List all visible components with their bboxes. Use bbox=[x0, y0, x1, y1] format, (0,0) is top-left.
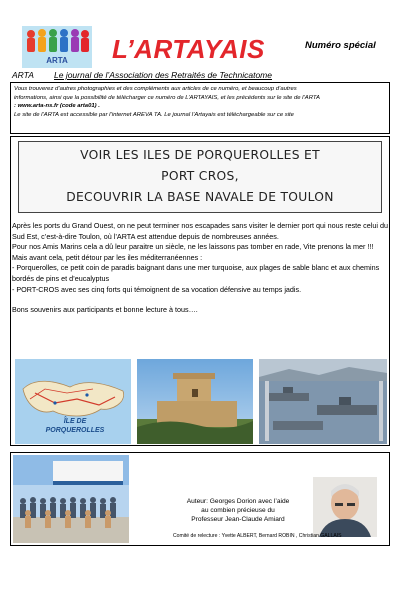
credit-line: Auteur: Georges Dorion avec l’aide bbox=[186, 498, 290, 505]
credit-line: Professeur Jean-Claude Amiard bbox=[191, 516, 285, 523]
svg-text:ARTA: ARTA bbox=[46, 56, 68, 65]
paragraph: Pour nos Amis Marins cela a dû leur paraitre un siècle, ne les laissons pas tomber en rade, Vite prenons la mer !!! bbox=[12, 242, 374, 252]
headline-box bbox=[18, 141, 382, 213]
paragraph: - PORT-CROS avec ses cinq forts qui témoignent de sa vocation défensive au temps jadis. bbox=[12, 284, 302, 294]
review-committee: Comité de relecture : Yvette ALBERT, Bernard ROBIN , Christian GALLAIS bbox=[173, 533, 342, 539]
arta-label: ARTA bbox=[12, 70, 34, 80]
info-line: Vous trouverez d’autres photographies et des compléments aux articles de ce numéro, et beaucoup d’autres bbox=[14, 86, 297, 92]
credits-frame bbox=[10, 452, 390, 546]
author-credits bbox=[163, 497, 313, 524]
article-frame bbox=[10, 136, 390, 446]
headline-line: VOIR LES ILES DE PORQUEROLLES ET bbox=[80, 148, 320, 162]
newsletter-subtitle: Le journal de l’Association des Retraités de Technicatome bbox=[54, 70, 272, 80]
website-link[interactable]: : www.arta-ns.fr (code arta01) . bbox=[14, 103, 100, 109]
naval-base-photo bbox=[259, 359, 387, 444]
author-portrait bbox=[313, 477, 377, 537]
paragraph: Bons souvenirs aux participants et bonne lecture à tous…. bbox=[12, 305, 198, 315]
newsletter-title: L’ARTAYAIS bbox=[112, 34, 265, 64]
group-photo bbox=[13, 455, 129, 543]
map-label: ÎLE DE bbox=[63, 418, 87, 425]
article-body bbox=[12, 221, 388, 316]
paragraph: Mais avant cela, petit détour par les iles méditerranéennes : bbox=[12, 252, 203, 262]
map-label: PORQUEROLLES bbox=[45, 427, 105, 434]
credit-line: au combien précieuse du bbox=[201, 507, 275, 514]
porquerolles-map bbox=[15, 359, 131, 444]
paragraph: - Porquerolles, ce petit coin de paradis baignant dans une mer turquoise, aux plages de sable blanc et aux chemins bordés de pins et d’eucalyptus bbox=[12, 263, 380, 283]
headline-line: DECOUVRIR LA BASE NAVALE DE TOULON bbox=[66, 190, 334, 204]
photo-strip bbox=[15, 359, 387, 444]
paragraph: Après les ports du Grand Ouest, on ne peut terminer nos escapades sans visiter le dernier port qui nous reste celui du Sud Est, c’est-à-dire Toulon, où l’ARTA est attendue depuis de nombreuses années. bbox=[12, 221, 388, 241]
special-issue-label: Numéro spécial bbox=[305, 40, 376, 51]
fort-photo bbox=[137, 359, 253, 444]
headline-line: PORT CROS, bbox=[161, 169, 239, 183]
arta-logo bbox=[22, 26, 92, 68]
info-line: Le site de l’ARTA est accessible par l’internet AREVA TA. Le journal l’Artayais est téléchargeable sur ce site bbox=[14, 111, 294, 118]
info-line: informations, ainsi que la possibilité de télécharger ce numéro de L’ARTAYAIS, et les précédents sur le site de l’ARTA bbox=[14, 94, 320, 101]
info-box bbox=[10, 82, 390, 134]
